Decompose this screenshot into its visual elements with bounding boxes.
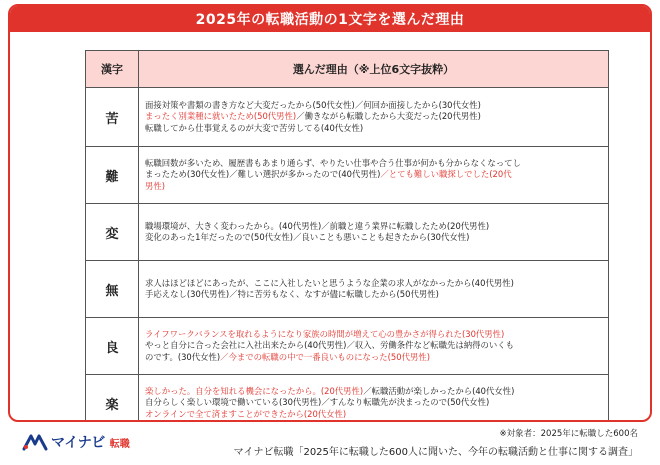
table-header-row [86,51,609,88]
highlighted-reason: 楽しかった。自分を知れる機会になったから。(20代男性) [145,386,364,397]
reason-text: のです。(30代女性) [145,351,221,362]
table-row [86,88,609,147]
reason-text: 転職回数が多いため、履歴書もあまり通らず、やりたい仕事や合う仕事が何かも分からなくなってし [145,158,521,169]
highlighted-reason: オンラインで全て済ますことができたから(20代女性) [145,408,347,419]
infographic-frame [8,4,652,422]
header-kanji: 漢字 [86,51,139,88]
logo-sub: 転職 [109,438,130,450]
mynavi-logo [22,432,130,452]
reason-line [145,181,602,192]
table-row [86,318,609,375]
reason-text: ／転職活動が楽しかったから(40代女性) [363,386,515,397]
reason-text: 手応えなし(30代男性)／特に苦労もなく、なすが儘に転職したから(50代男性) [145,289,439,299]
reason-text: 変化のあった1年だったので(50代女性)／良いことも悪いことも起きたから(30代女性) [145,232,470,242]
mynavi-logo-icon [22,433,48,451]
reason-line [145,123,602,134]
kanji-cell: 良 [86,318,139,375]
source-note: マイナビ転職「2025年に転職した600人に聞いた、今年の転職活動と仕事に関する調査」 [233,447,638,458]
highlighted-reason: ライフワークバランスを取れるようになり家族の時間が増えて心の豊かさが得られた(30代男性) [145,329,505,340]
reason-line [145,278,602,289]
reason-cell [139,147,609,204]
highlighted-reason: 男性) [145,180,166,191]
table-body [86,88,609,423]
reason-text: 求人はほどほどにあったが、ここに入社したいと思うような企業の求人がなかったから(40代男性) [145,277,514,288]
reason-line [145,169,602,180]
reason-line [145,111,602,122]
reason-cell [139,88,609,147]
table-row [86,204,609,261]
reason-line [145,221,602,232]
reason-line [145,158,602,169]
reason-line [145,409,602,420]
reason-line [145,232,602,243]
reason-line [145,100,602,111]
kanji-cell: 無 [86,261,139,318]
reason-text: ／働きながら転職したから大変だった(20代男性) [296,111,481,122]
reason-text: 職場環境が、大きく変わったから。(40代男性)／前職と違う業界に転職したため(20代男性) [145,220,490,231]
highlighted-reason: まったく別業種に就いたため(50代男性) [145,111,297,122]
highlighted-reason: ／とても難しい職探しでした(20代 [380,169,512,180]
highlighted-reason: ／今までの転職の中で一番良いものになった(50代男性) [220,351,430,362]
reason-text: やっと自分に合った会社に入社出来たから(40代男性)／収入、労働条件など転職先は納得のいくも [145,340,514,351]
table-row [86,261,609,318]
kanji-cell: 苦 [86,88,139,147]
kanji-cell: 難 [86,147,139,204]
table-row [86,147,609,204]
target-note: ※対象者：2025年に転職した600名 [499,429,638,439]
kanji-cell: 変 [86,204,139,261]
reason-line [145,329,602,340]
logo-text: マイナビ [51,435,105,451]
reason-text: 面接対策や書類の書き方など大変だったから(50代女性)／何回か面接したから(30代女性) [145,100,481,111]
reason-line [145,386,602,397]
reason-cell [139,375,609,423]
reason-cell [139,204,609,261]
page-title: 2025年の転職活動の1文字を選んだ理由 [10,6,650,32]
table-row [86,375,609,423]
reason-cell [139,261,609,318]
kanji-cell: 楽 [86,375,139,423]
reason-line [145,397,602,408]
reason-text: まったため(30代女性)／難しい選択が多かったので(40代男性) [145,169,381,180]
reason-line [145,289,602,300]
reason-cell [139,318,609,375]
reason-text: 転職してから仕事覚えるのが大変で苦労してる(40代女性) [145,122,364,133]
reason-text: 自分らしく楽しい環境で働いている(30代男性)／すんなり転職先が決まったので(50代女性) [145,397,490,408]
reason-line [145,352,602,363]
reasons-table [85,50,609,422]
reason-line [145,340,602,351]
header-reason: 選んだ理由（※上位6文字抜粋） [139,51,609,88]
